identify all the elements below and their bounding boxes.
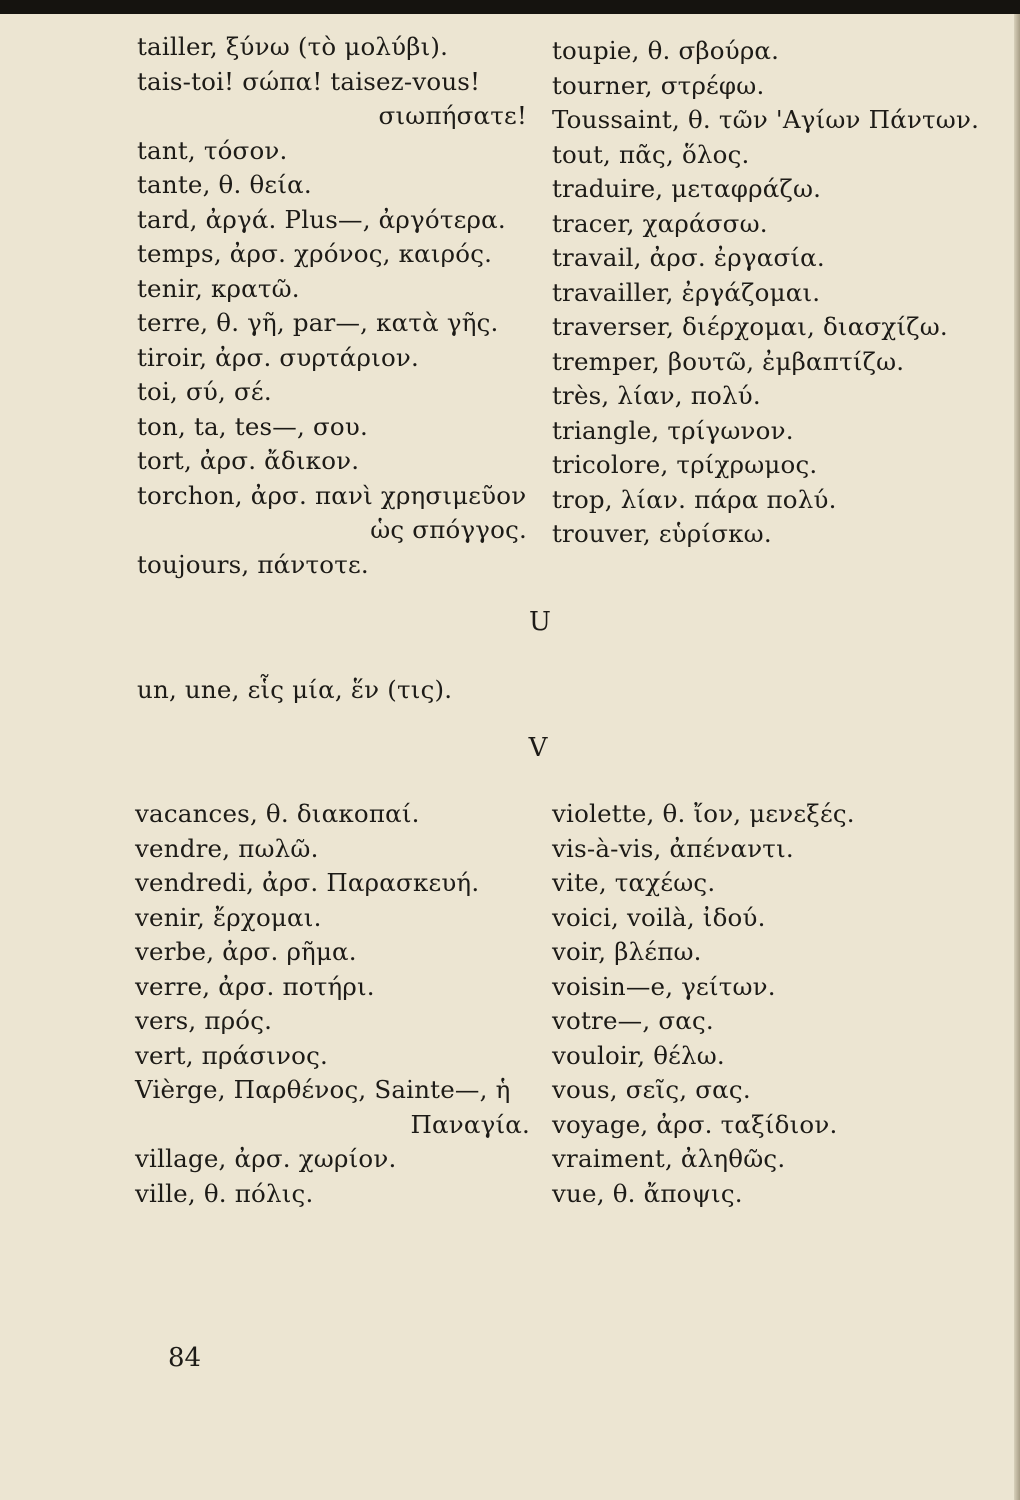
- dictionary-entry: toi, σύ, σέ.: [137, 377, 272, 406]
- dictionary-entry: tiroir, ἀρσ. συρτάριον.: [137, 342, 419, 372]
- dictionary-entry: votre—, σας.: [552, 1006, 714, 1035]
- dictionary-entry: voisin—e, γείτων.: [552, 971, 776, 1001]
- dictionary-entry: très, λίαν, πολύ.: [552, 381, 761, 410]
- dictionary-entry: tricolore, τρίχρωμος.: [552, 450, 818, 479]
- dictionary-entry: verre, ἀρσ. ποτήρι.: [135, 971, 375, 1001]
- dictionary-entry: ville, θ. πόλις.: [135, 1178, 314, 1208]
- dictionary-entry: vendre, πωλῶ.: [135, 833, 319, 863]
- dictionary-entry: triangle, τρίγωνον.: [552, 415, 794, 445]
- column-v-right: [552, 797, 952, 1211]
- dictionary-entry-continuation: σιωπήσατε!: [378, 101, 527, 130]
- dictionary-entry: voir, βλέπω.: [552, 937, 702, 966]
- dictionary-entry: vue, θ. ἄποψις.: [552, 1178, 743, 1208]
- dictionary-entry: tort, ἀρσ. ἄδικον.: [137, 446, 360, 475]
- dictionary-entry: voyage, ἀρσ. ταξίδιον.: [552, 1109, 838, 1139]
- dictionary-entry: tracer, χαράσσω.: [552, 208, 768, 238]
- dictionary-entry: tremper, βουτῶ, ἐμβαπτίζω.: [552, 346, 905, 376]
- page-top-border: [0, 0, 1020, 14]
- column-t-left: [137, 30, 527, 582]
- dictionary-entry: tante, θ. θεία.: [137, 170, 312, 199]
- dictionary-entry: violette, θ. ἴον, μενεξές.: [552, 799, 855, 828]
- dictionary-entry: vers, πρός.: [135, 1006, 273, 1035]
- dictionary-entry: torchon, ἀρσ. πανὶ χρησιμεῦον: [137, 480, 527, 510]
- dictionary-entry: tourner, στρέφω.: [552, 70, 765, 100]
- dictionary-entry: vraiment, ἀληθῶς.: [552, 1144, 786, 1173]
- page-right-edge: [1014, 14, 1020, 1500]
- dictionary-entry: traverser, διέρχομαι, διασχίζω.: [552, 312, 948, 341]
- dictionary-entry: verbe, ἀρσ. ρῆμα.: [135, 937, 357, 966]
- dictionary-entry: vendredi, ἀρσ. Παρασκευή.: [135, 868, 480, 897]
- page-number: 84: [168, 1343, 202, 1373]
- dictionary-entry: trop, λίαν. πάρα πολύ.: [552, 484, 837, 514]
- column-u: [137, 673, 557, 708]
- dictionary-entry: Toussaint, θ. τῶν 'Αγίων Πάντων.: [552, 105, 980, 134]
- column-t-right: [552, 34, 980, 552]
- dictionary-entry: temps, ἀρσ. χρόνος, καιρός.: [137, 239, 493, 268]
- dictionary-entry: vacances, θ. διακοπαί.: [135, 799, 420, 828]
- dictionary-entry: travail, ἀρσ. ἐργασία.: [552, 243, 825, 272]
- dictionary-entry: Vièrge, Παρθένος, Sainte—, ἡ: [135, 1075, 511, 1104]
- dictionary-entry: vite, ταχέως.: [552, 868, 716, 897]
- dictionary-entry: tant, τόσον.: [137, 135, 288, 165]
- dictionary-entry: ton, ta, tes—, σου.: [137, 411, 368, 441]
- dictionary-entry-continuation: Παναγία.: [410, 1109, 530, 1139]
- column-v-left: [135, 797, 530, 1211]
- dictionary-entry: tard, ἀργά. Plus—, ἀργότερα.: [137, 204, 506, 234]
- dictionary-entry: traduire, μεταφράζω.: [552, 174, 822, 203]
- dictionary-entry: tais-toi! σώπα! taisez-vous!: [137, 66, 481, 96]
- dictionary-entry-continuation: ὡς σπόγγος.: [370, 515, 527, 544]
- dictionary-entry: toupie, θ. σβούρα.: [552, 36, 780, 65]
- dictionary-entry: venir, ἔρχομαι.: [135, 902, 322, 932]
- dictionary-entry: terre, θ. γῆ, par—, κατὰ γῆς.: [137, 308, 499, 337]
- dictionary-entry: vert, πράσινος.: [135, 1040, 329, 1070]
- dictionary-entry: tailler, ξύνω (τὸ μολύβι).: [137, 32, 449, 61]
- dictionary-entry: un, une, εἷς μία, ἕν (τις).: [137, 675, 453, 704]
- section-heading-u: U: [529, 607, 551, 637]
- dictionary-entry: vouloir, θέλω.: [552, 1040, 725, 1070]
- dictionary-entry: voici, voilà, ἰδού.: [552, 902, 766, 932]
- dictionary-entry: travailler, ἐργάζομαι.: [552, 277, 821, 307]
- dictionary-entry: tenir, κρατῶ.: [137, 273, 300, 303]
- dictionary-entry: village, ἀρσ. χωρίον.: [135, 1144, 397, 1173]
- section-heading-v: V: [528, 733, 548, 763]
- dictionary-entry: vis-à-vis, ἀπέναντι.: [552, 833, 794, 863]
- dictionary-entry: vous, σεῖς, σας.: [552, 1075, 751, 1104]
- dictionary-entry: toujours, πάντοτε.: [137, 549, 369, 579]
- dictionary-entry: tout, πᾶς, ὅλος.: [552, 139, 750, 169]
- dictionary-entry: trouver, εὑρίσκω.: [552, 519, 772, 548]
